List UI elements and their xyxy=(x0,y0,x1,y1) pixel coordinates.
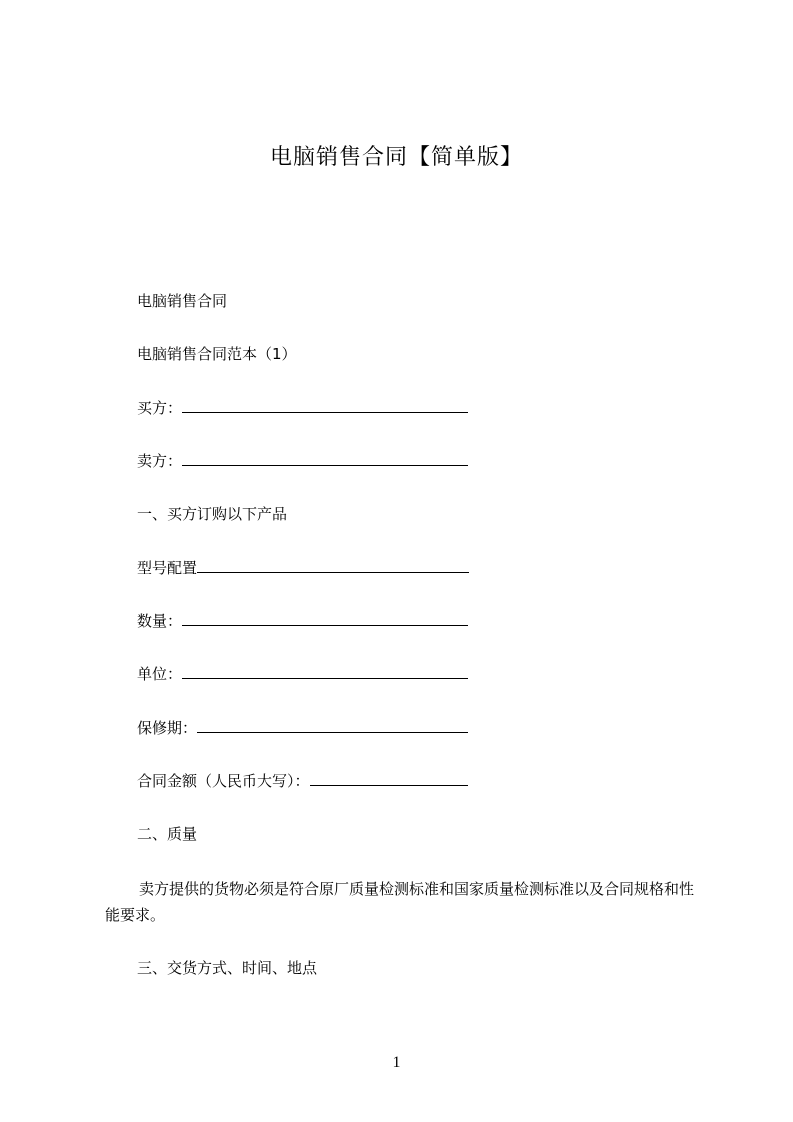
quantity-label: 数量： xyxy=(137,612,183,630)
model-label: 型号配置 xyxy=(137,559,198,577)
seller-blank-line xyxy=(182,451,468,466)
section-two-heading: 二、质量 xyxy=(137,825,198,843)
seller-field xyxy=(137,451,468,471)
unit-label: 单位： xyxy=(137,665,183,683)
unit-blank-line xyxy=(182,664,468,679)
amount-field xyxy=(137,771,468,791)
seller-label: 卖方： xyxy=(137,452,183,470)
amount-label: 合同金额（人民币大写）： xyxy=(137,772,310,790)
contract-template-heading: 电脑销售合同范本（1） xyxy=(137,345,297,363)
quantity-blank-line xyxy=(182,611,468,626)
model-blank-line xyxy=(197,558,469,573)
warranty-label: 保修期： xyxy=(137,719,198,737)
document-title: 电脑销售合同【简单版】 xyxy=(269,145,523,170)
warranty-blank-line xyxy=(197,718,468,733)
buyer-blank-line xyxy=(182,398,468,413)
buyer-label: 买方： xyxy=(137,399,183,417)
quantity-field xyxy=(137,611,468,631)
section-three-heading: 三、交货方式、时间、地点 xyxy=(137,959,318,977)
model-field xyxy=(137,558,469,578)
amount-blank-line xyxy=(310,771,468,786)
unit-field xyxy=(137,664,468,684)
contract-heading: 电脑销售合同 xyxy=(137,292,228,310)
warranty-field xyxy=(137,718,468,738)
buyer-field xyxy=(137,398,468,418)
quality-paragraph: 卖方提供的货物必须是符合原厂质量检测标准和国家质量检测标准以及合同规格和性能要求。 xyxy=(105,880,695,924)
page-number: 1 xyxy=(392,1054,401,1071)
section-one-heading: 一、买方订购以下产品 xyxy=(137,505,288,523)
